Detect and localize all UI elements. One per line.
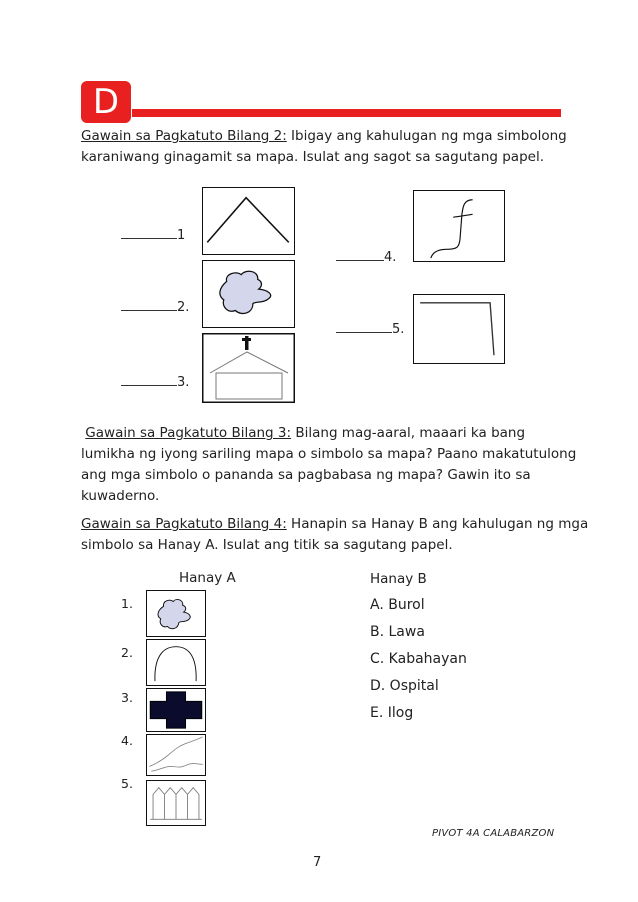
church-symbol (202, 333, 295, 403)
option-e: E. Ilog (370, 705, 414, 721)
hanay-a-houses-symbol (146, 780, 206, 826)
hanay-a-number-2: 2. (121, 645, 133, 660)
gawain2-instruction-2: karaniwang ginagamit sa mapa. Isulat ang sagot sa sagutang papel. (81, 149, 544, 165)
gawain3-instruction-4: kuwaderno. (81, 488, 160, 504)
section-badge: D (81, 81, 131, 123)
footer-source: PIVOT 4A CALABARZON (432, 828, 555, 839)
option-a: A. Burol (370, 597, 425, 613)
hanay-a-number-1: 1. (121, 596, 133, 611)
hanay-a-number-4: 4. (121, 733, 133, 748)
gawain3-instruction-1: Bilang mag-aaral, maaari ka bang (291, 425, 526, 441)
hanay-a-number-3: 3. (121, 690, 133, 705)
gawain4-instruction-2: simbolo sa Hanay A. Isulat ang titik sa sagutang papel. (81, 537, 453, 553)
section-divider (132, 109, 561, 117)
gawain3-text (81, 423, 601, 507)
gawain3-instruction-2: lumikha ng iyong sariling mapa o simbolo sa mapa? Paano makatutulong (81, 446, 577, 462)
mountain-symbol (202, 187, 295, 255)
gawain4-text (81, 514, 601, 556)
hanay-a-heading: Hanay A (179, 570, 236, 586)
blank-2[interactable]: 2. (121, 300, 189, 315)
blank-1[interactable]: 1 (121, 228, 185, 243)
page-number: 7 (313, 855, 322, 870)
hanay-b-heading: Hanay B (370, 571, 427, 587)
gawain4-title: Gawain sa Pagkatuto Bilang 4: (81, 516, 287, 532)
hanay-a-number-5: 5. (121, 776, 133, 791)
hanay-a-lake-symbol (146, 590, 206, 637)
boundary-symbol (413, 294, 505, 364)
option-b: B. Lawa (370, 624, 425, 640)
hanay-a-river-symbol (146, 734, 206, 776)
gawain3-instruction-3: ang mga simbolo o pananda sa pagbabasa ng mapa? Gawin ito sa (81, 467, 531, 483)
river-symbol (413, 190, 505, 262)
gawain2-text (81, 126, 601, 168)
gawain3-title: Gawain sa Pagkatuto Bilang 3: (85, 425, 292, 441)
blank-4[interactable]: 4. (336, 250, 396, 265)
option-d: D. Ospital (370, 678, 439, 694)
lake-symbol (202, 260, 295, 328)
gawain2-title: Gawain sa Pagkatuto Bilang 2: (81, 128, 287, 144)
option-c: C. Kabahayan (370, 651, 467, 667)
hanay-a-hospital-cross-symbol (146, 688, 206, 732)
blank-3[interactable]: 3. (121, 375, 189, 390)
gawain2-instruction-1: Ibigay ang kahulugan ng mga simbolong (286, 128, 567, 144)
hanay-a-hill-symbol (146, 639, 206, 686)
blank-5[interactable]: 5. (336, 322, 404, 337)
gawain4-instruction-1: Hanapin sa Hanay B ang kahulugan ng mga (286, 516, 589, 532)
